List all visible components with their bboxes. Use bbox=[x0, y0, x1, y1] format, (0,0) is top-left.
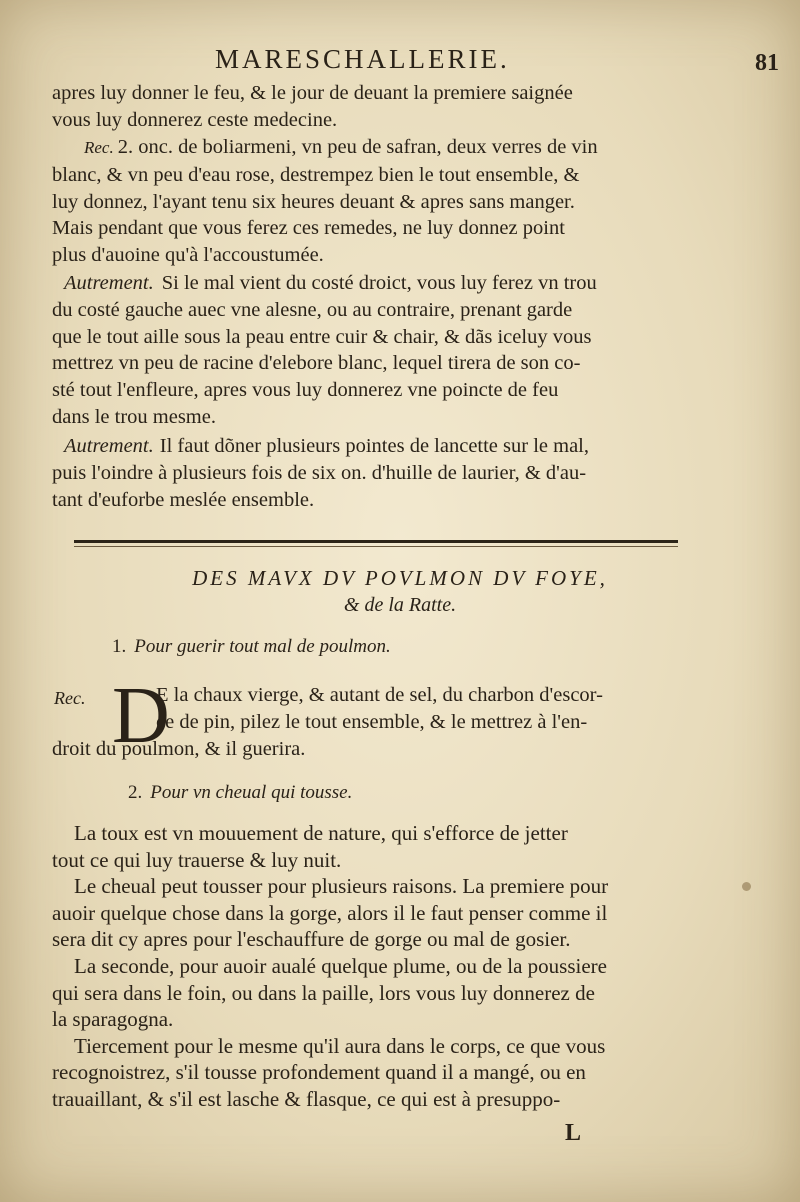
section-rule-thin bbox=[74, 546, 678, 547]
recipe-paragraph-1 bbox=[52, 682, 712, 762]
text-line: dans le trou mesme. bbox=[52, 405, 216, 428]
text-line: droit du poulmon, & il guerira. bbox=[52, 737, 306, 760]
heading-number: 1. bbox=[112, 636, 127, 657]
text-line: ce de pin, pilez le tout ensemble, & le mettrez à l'en- bbox=[156, 710, 588, 733]
text-line: que le tout aille sous la peau entre cuir & chair, & dãs iceluy vous bbox=[52, 325, 592, 348]
text-line: Si le mal vient du costé droict, vous luy ferez vn trou bbox=[161, 272, 597, 294]
rec-label: Rec. bbox=[54, 688, 86, 708]
final-text bbox=[52, 820, 712, 1113]
page-header bbox=[0, 40, 800, 80]
text-line: apres luy donner le feu, & le jour de deuant la premiere saignée bbox=[52, 82, 573, 104]
rec-paragraph bbox=[52, 134, 712, 269]
heading-text: Pour vn cheual qui tousse. bbox=[150, 782, 353, 803]
text-line: La seconde, pour auoir aualé quelque plume, ou de la poussiere bbox=[74, 953, 607, 978]
recipe-heading-2 bbox=[128, 782, 352, 804]
text-line: Mais pendant que vous ferez ces remedes, ne luy donnez point bbox=[52, 217, 565, 240]
section-subtitle: & de la Ratte. bbox=[343, 594, 457, 616]
text-line: blanc, & vn peu d'eau rose, destrempez bien le tout ensemble, & bbox=[52, 163, 580, 186]
heading-number: 2. bbox=[128, 782, 143, 803]
text-line: La toux est vn mouuement de nature, qui s'efforce de jetter bbox=[74, 821, 568, 845]
text-line: vous luy donnerez ceste medecine. bbox=[52, 108, 338, 131]
heading-text: Pour guerir tout mal de poulmon. bbox=[134, 636, 391, 657]
text-line: tant d'euforbe meslée ensemble. bbox=[52, 488, 315, 511]
section-title: DES MAVX DV POVLMON DV FOYE, bbox=[192, 566, 608, 590]
text-line: la sparagogna. bbox=[52, 1007, 174, 1032]
folio-number: 81 bbox=[755, 50, 779, 76]
autrement-label: Autrement. bbox=[64, 272, 154, 294]
text-line: tout ce qui luy trauerse & luy nuit. bbox=[52, 847, 342, 872]
text-line: recognoistrez, s'il tousse profondement quand il a mangé, ou en bbox=[52, 1060, 586, 1085]
text-line: Il faut dõner plusieurs pointes de lancette sur le mal, bbox=[159, 435, 589, 457]
text-line: du costé gauche auec vne alesne, ou au contraire, prenant garde bbox=[52, 298, 573, 321]
catchword: L bbox=[565, 1120, 582, 1146]
section-rule bbox=[74, 540, 678, 543]
text-line: mettrez vn peu de racine d'elebore blanc, lequel tirera de son co- bbox=[52, 352, 581, 375]
text-line: sté tout l'enfleure, apres vous luy donnerez vne poincte de feu bbox=[52, 379, 559, 402]
text-line: Tiercement pour le mesme qu'il aura dans le corps, ce que vous bbox=[74, 1033, 606, 1058]
running-title: MARESCHALLERIE. bbox=[215, 44, 510, 74]
drop-capital: D bbox=[112, 672, 170, 760]
text-line: E la chaux vierge, & autant de sel, du charbon d'escor- bbox=[156, 684, 603, 706]
autrement-paragraph-2 bbox=[52, 433, 712, 513]
text-line: Le cheual peut tousser pour plusieurs raisons. La premiere pour bbox=[74, 874, 609, 899]
top-paragraph bbox=[52, 80, 712, 134]
rec-label: Rec. bbox=[84, 138, 114, 157]
text-line: 2. onc. de boliarmeni, vn peu de safran, deux verres de vin bbox=[117, 136, 598, 158]
text-line: qui sera dans le foin, ou dans la paille, lors vous luy donnerez de bbox=[52, 980, 595, 1005]
ink-spot bbox=[742, 882, 751, 891]
text-line: trauaillant, & s'il est lasche & flasque, ce qui est à presuppo- bbox=[52, 1086, 561, 1111]
text-line: puis l'oindre à plusieurs fois de six on. d'huille de laurier, & d'au- bbox=[52, 461, 587, 484]
recipe-heading-1 bbox=[112, 636, 391, 658]
text-line: auoir quelque chose dans la gorge, alors il le faut penser comme il bbox=[52, 900, 608, 925]
autrement-label: Autrement. bbox=[64, 435, 154, 457]
autrement-paragraph-1 bbox=[52, 270, 712, 431]
text-line: plus d'auoine qu'à l'accoustumée. bbox=[52, 244, 324, 267]
text-line: sera dit cy apres pour l'eschauffure de gorge ou mal de gosier. bbox=[52, 927, 571, 952]
text-line: luy donnez, l'ayant tenu six heures deuant & apres sans manger. bbox=[52, 190, 575, 213]
